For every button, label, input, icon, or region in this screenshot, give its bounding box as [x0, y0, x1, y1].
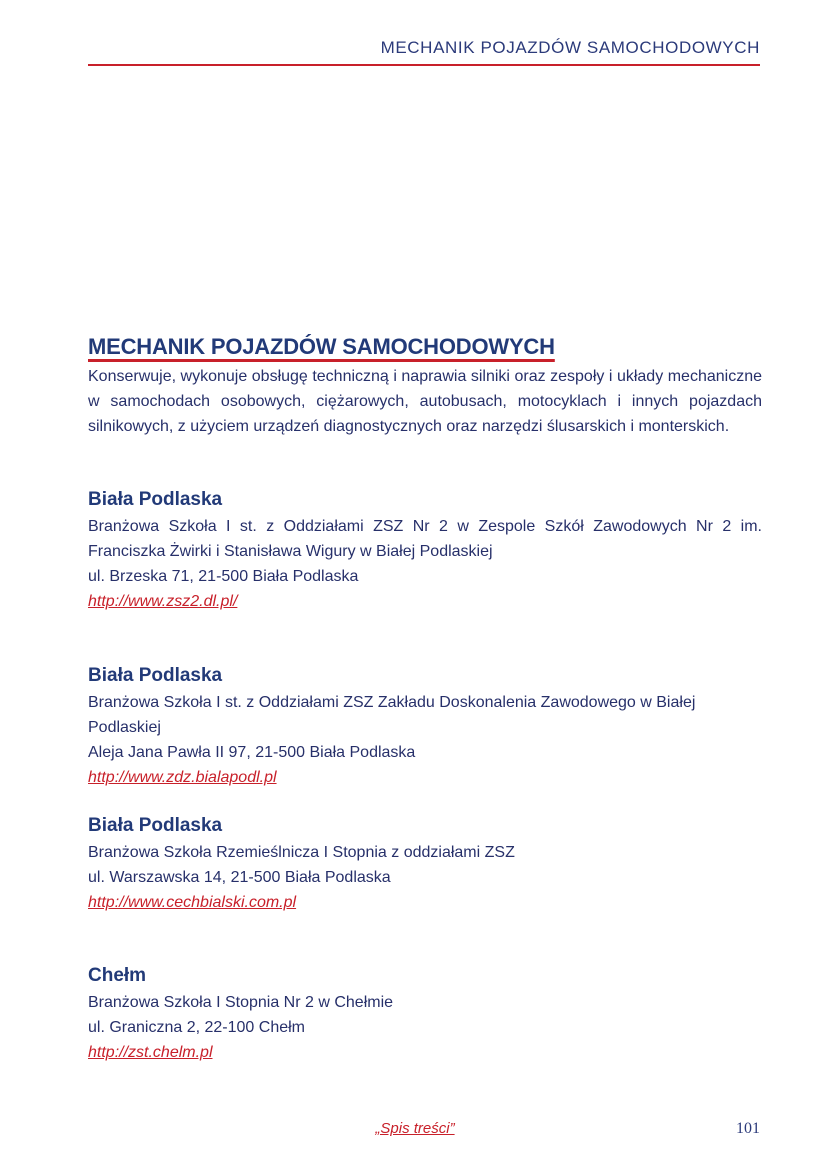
entry-address: Aleja Jana Pawła II 97, 21-500 Biała Podlaska — [88, 744, 416, 761]
running-header-title: MECHANIK POJAZDÓW SAMOCHODOWYCH — [380, 38, 760, 57]
entry-school-name: Branżowa Szkoła I Stopnia Nr 2 w Chełmie — [88, 994, 394, 1011]
entry-school-name: Branżowa Szkoła I st. z Oddziałami ZSZ Zakładu Doskonalenia Zawodowego w Białej Podlaskiej — [88, 694, 696, 736]
section-description: Konserwuje, wykonuje obsługę techniczną i naprawia silniki oraz zespoły i układy mechaniczne w samochodach osobowych, ciężarowych, autobusach, motocyklach i innych pojazdach silnikowych, z użyciem urządzeń diagnostycznych oraz narzędzi ślusarskich i monterskich. — [88, 368, 762, 435]
page-number: 101 — [736, 1120, 760, 1137]
entry-city: Biała Podlaska — [88, 815, 223, 836]
table-of-contents-link[interactable]: „Spis treści” — [375, 1120, 455, 1137]
header-divider — [88, 64, 760, 66]
entry-website-link[interactable]: http://www.zsz2.dl.pl/ — [88, 593, 238, 610]
entry-address: ul. Graniczna 2, 22-100 Chełm — [88, 1019, 305, 1036]
section-title: MECHANIK POJAZDÓW SAMOCHODOWYCH — [88, 334, 555, 359]
entry-website-link[interactable]: http://www.cechbialski.com.pl — [88, 894, 297, 911]
entry-city: Biała Podlaska — [88, 489, 223, 510]
school-entry — [88, 487, 762, 614]
entry-city: Biała Podlaska — [88, 665, 223, 686]
entry-address: ul. Brzeska 71, 21-500 Biała Podlaska — [88, 568, 359, 585]
entry-school-name: Branżowa Szkoła Rzemieślnicza I Stopnia z oddziałami ZSZ — [88, 844, 515, 861]
entry-city: Chełm — [88, 965, 147, 986]
entry-school-name: Branżowa Szkoła I st. z Oddziałami ZSZ Nr 2 w Zespole Szkół Zawodowych Nr 2 im. Franciszka Żwirki i Stanisława Wigury w Białej Podlaskiej — [88, 518, 762, 560]
school-entry — [88, 813, 762, 915]
entry-website-link[interactable]: http://www.zdz.bialapodl.pl — [88, 769, 277, 786]
school-entry — [88, 963, 762, 1065]
entry-website-link[interactable]: http://zst.chelm.pl — [88, 1044, 213, 1061]
school-entry — [88, 663, 762, 790]
entry-address: ul. Warszawska 14, 21-500 Biała Podlaska — [88, 869, 391, 886]
